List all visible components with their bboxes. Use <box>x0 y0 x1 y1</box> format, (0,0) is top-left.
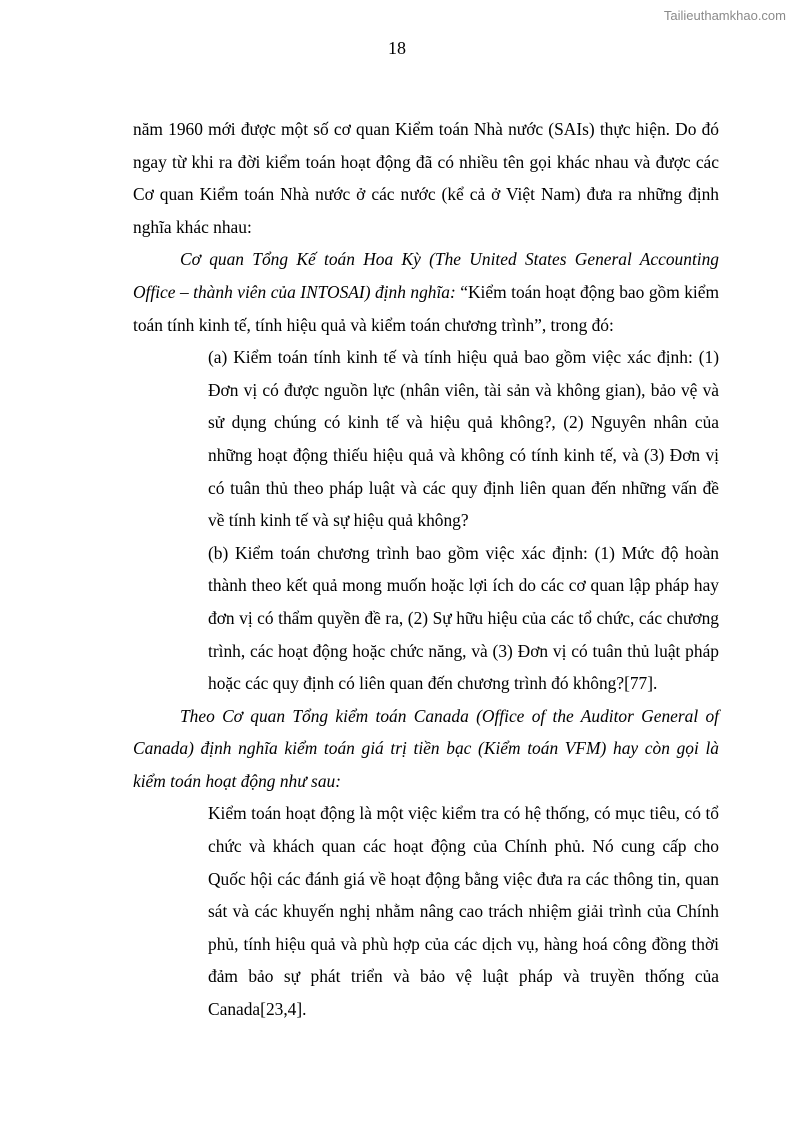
canada-source: Theo Cơ quan Tổng kiểm toán Canada (Office of the Auditor General of Canada) định nghĩa kiểm toán giá trị tiền bạc (Kiểm toán VFM) hay còn gọi là kiểm toán hoạt động như sau: <box>133 705 719 791</box>
page-number: 18 <box>388 38 406 58</box>
us-gao-quote: “Kiểm toán hoạt động bao gồm kiểm toán tính kinh tế, tính hiệu quả và kiểm toán chương trình”, trong đó: <box>133 281 719 335</box>
paragraph-canada-intro <box>133 700 719 798</box>
paragraph-item-b: (b) Kiểm toán chương trình bao gồm việc xác định: (1) Mức độ hoàn thành theo kết quả mong muốn hoặc lợi ích do các cơ quan lập pháp hay đơn vị có thẩm quyền đề ra, (2) Sự hữu hiệu của các tổ chức, các chương trình, các hoạt động hoặc chức năng, và (3) Đơn vị có tuân thủ luật pháp hoặc các quy định có liên quan đến chương trình đó không?[77]. <box>208 542 719 694</box>
paragraph-item-a: (a) Kiểm toán tính kinh tế và tính hiệu quả bao gồm việc xác định: (1) Đơn vị có được nguồn lực (nhân viên, tài sản và không gian), bảo vệ và sử dụng chúng có kinh tế và hiệu quả không?, (2) Nguyên nhân của những hoạt động thiếu hiệu quả và không có tính kinh tế, và (3) Đơn vị có tuân thủ theo pháp luật và các quy định liên quan đến những vấn đề về tính kinh tế và sự hiệu quả không? <box>208 347 719 531</box>
paragraph-us-gao-definition <box>133 243 719 341</box>
watermark: Tailieuthamkhao.com <box>663 8 786 23</box>
us-gao-source: Cơ quan Tổng Kế toán Hoa Kỳ (The United States General Accounting Office – thành viên của INTOSAI) định nghĩa: <box>133 249 719 302</box>
paragraph-intro: năm 1960 mới được một số cơ quan Kiểm toán Nhà nước (SAIs) thực hiện. Do đó ngay từ khi ra đời kiểm toán hoạt động đã có nhiều tên gọi khác nhau và được các Cơ quan Kiểm toán Nhà nước ở các nước (kể cả ở Việt Nam) đưa ra những định nghĩa khác nhau: <box>133 119 719 237</box>
paragraph-canada-definition: Kiểm toán hoạt động là một việc kiểm tra có hệ thống, có mục tiêu, có tổ chức và khách quan các hoạt động của Chính phủ. Nó cung cấp cho Quốc hội các đánh giá về hoạt động bằng việc đưa ra các thông tin, quan sát và các khuyến nghị nhằm nâng cao trách nhiệm giải trình của Chính phủ, tính hiệu quả và phù hợp của các dịch vụ, hàng hoá công đồng thời đảm bảo sự phát triển và bảo vệ luật pháp và truyền thống của Canada[23,4]. <box>208 803 719 1020</box>
document-body <box>133 113 719 1026</box>
